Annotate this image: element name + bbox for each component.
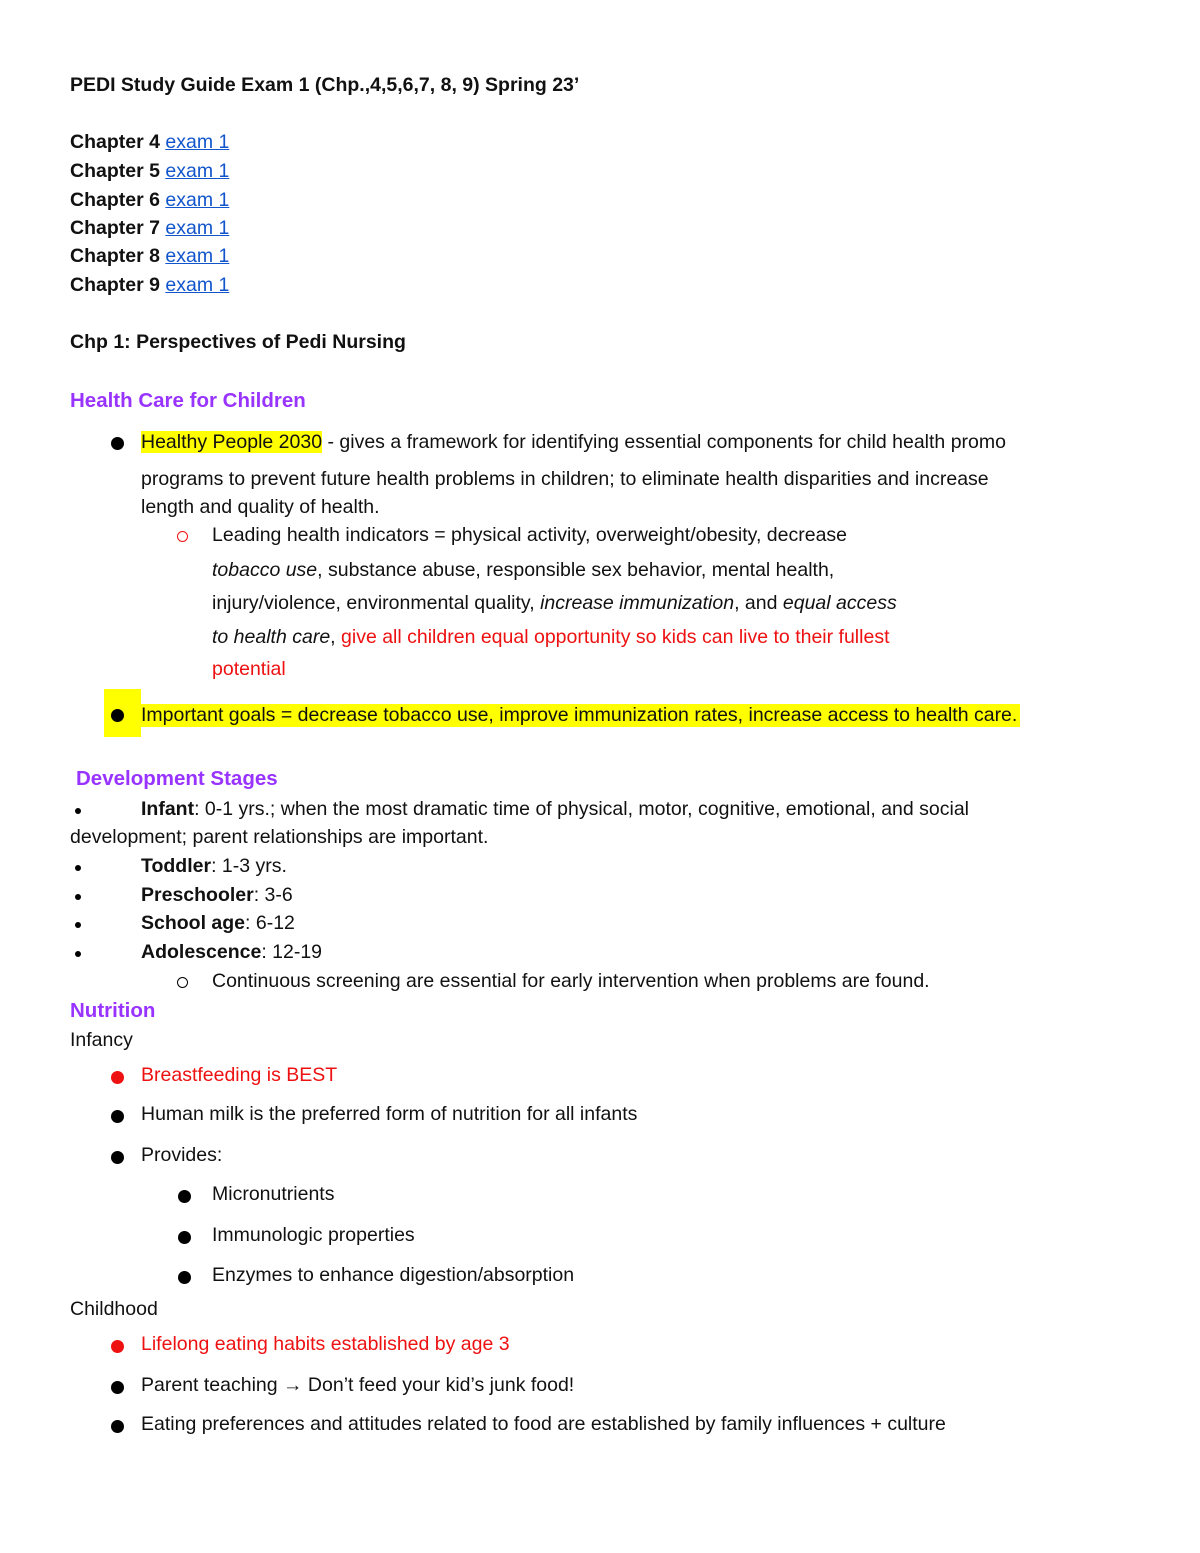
bullet-icon	[111, 1110, 124, 1123]
sub-bullet-icon	[177, 977, 188, 988]
chapter-label: Chapter 8	[70, 245, 160, 267]
bullet-icon	[75, 922, 81, 928]
stage-text: : 0-1 yrs.; when the most dramatic time of physical, motor, cognitive, emotional, and social	[194, 798, 970, 820]
lifelong-habits: Lifelong eating habits established by age 3	[141, 1333, 510, 1355]
stage-preschooler	[141, 884, 293, 907]
bullet-icon	[111, 1340, 124, 1353]
italic-text: tobacco use	[212, 559, 318, 581]
red-emphasis-text: give all children equal opportunity so kids can live to their fullest	[341, 626, 890, 648]
bullet-icon	[111, 709, 124, 722]
italic-text: equal access	[782, 592, 897, 614]
exam-link[interactable]: exam 1	[165, 274, 230, 296]
list-item: Parent teaching → Don’t feed your kid’s junk food!	[141, 1374, 575, 1396]
list-item: Micronutrients	[212, 1183, 335, 1205]
document-title: PEDI Study Guide Exam 1 (Chp.,4,5,6,7, 8, 9) Spring 23’	[70, 74, 580, 96]
sub-bullet-icon	[177, 531, 188, 542]
list-item: Provides:	[141, 1144, 223, 1166]
chapter-label: Chapter 5	[70, 160, 160, 182]
chapter-label: Chapter 6	[70, 189, 160, 211]
stage-text: : 12-19	[261, 941, 323, 963]
exam-link[interactable]: exam 1	[165, 160, 230, 182]
bullet-icon	[111, 1381, 124, 1394]
health-indicators-line-4	[212, 626, 889, 649]
health-indicators-line-5: potential	[212, 658, 286, 680]
stage-label: Preschooler	[141, 884, 254, 906]
infant-line-2: development; parent relationships are important.	[70, 826, 489, 848]
italic-text: increase immunization	[540, 592, 735, 614]
exam-link[interactable]: exam 1	[165, 131, 230, 153]
stage-label: Adolescence	[141, 941, 262, 963]
bullet-icon	[111, 1420, 124, 1433]
healthy-people-line-3: length and quality of health.	[141, 496, 380, 518]
healthy-people-line	[141, 431, 1006, 454]
bullet-icon	[75, 808, 81, 814]
stage-text: : 1-3 yrs.	[211, 855, 287, 877]
list-item: Human milk is the preferred form of nutrition for all infants	[141, 1103, 638, 1125]
health-indicators-line-2	[212, 559, 834, 582]
chapter-label: Chapter 9	[70, 274, 160, 296]
section-heading-nutrition: Nutrition	[70, 999, 156, 1022]
bullet-icon	[75, 865, 81, 871]
separator: ,	[330, 626, 342, 648]
chapter-row	[70, 131, 229, 154]
bullet-icon	[75, 951, 81, 957]
stage-label: School age	[141, 912, 246, 934]
important-goals: Important goals = decrease tobacco use, improve immunization rates, increase access to health care.	[141, 704, 1020, 727]
chapter-row	[70, 160, 229, 183]
chapter-label: Chapter 4	[70, 131, 160, 153]
infant-line	[141, 798, 969, 821]
chapter-heading: Chp 1: Perspectives of Pedi Nursing	[70, 331, 406, 353]
chapter-row	[70, 189, 229, 212]
childhood-label: Childhood	[70, 1298, 158, 1320]
breastfeeding-best: Breastfeeding is BEST	[141, 1064, 338, 1086]
bullet-icon	[111, 1151, 124, 1164]
healthy-people-highlight: Healthy People 2030	[141, 431, 323, 453]
chapter-row	[70, 217, 229, 240]
stage-label: Infant	[141, 798, 195, 820]
health-indicators-line-3	[212, 592, 897, 615]
chapter-label: Chapter 7	[70, 217, 160, 239]
healthy-people-line-2: programs to prevent future health problems in children; to eliminate health disparities and increase	[141, 468, 989, 490]
stage-adolescence	[141, 941, 322, 964]
exam-link[interactable]: exam 1	[165, 189, 230, 211]
italic-text: to health care	[212, 626, 331, 648]
health-indicators-line-1: Leading health indicators = physical activity, overweight/obesity, decrease	[212, 524, 848, 546]
indicator-text: , and	[734, 592, 783, 614]
chapter-row	[70, 245, 229, 268]
stage-text: : 3-6	[253, 884, 293, 906]
bullet-icon	[75, 894, 81, 900]
bullet-icon	[111, 437, 124, 450]
indicator-text: , substance abuse, responsible sex behavior, mental health,	[317, 559, 835, 581]
list-item: Enzymes to enhance digestion/absorption	[212, 1264, 575, 1286]
bullet-icon	[111, 1071, 124, 1084]
healthy-people-text: - gives a framework for identifying essential components for child health promo	[322, 431, 1006, 453]
stage-toddler	[141, 855, 287, 878]
section-heading-health-care: Health Care for Children	[70, 389, 306, 412]
indicator-text: injury/violence, environmental quality,	[212, 592, 541, 614]
bullet-icon	[178, 1271, 191, 1284]
bullet-icon	[178, 1190, 191, 1203]
exam-link[interactable]: exam 1	[165, 245, 230, 267]
chapter-row	[70, 274, 229, 297]
list-item: Immunologic properties	[212, 1224, 415, 1246]
stage-school-age	[141, 912, 295, 935]
stage-text: : 6-12	[245, 912, 295, 934]
list-item: Eating preferences and attitudes related to food are established by family influences + culture	[141, 1413, 946, 1435]
exam-link[interactable]: exam 1	[165, 217, 230, 239]
infancy-label: Infancy	[70, 1029, 133, 1051]
section-heading-development: Development Stages	[76, 767, 278, 790]
stage-label: Toddler	[141, 855, 212, 877]
bullet-icon	[178, 1231, 191, 1244]
screening-note: Continuous screening are essential for early intervention when problems are found.	[212, 970, 930, 992]
